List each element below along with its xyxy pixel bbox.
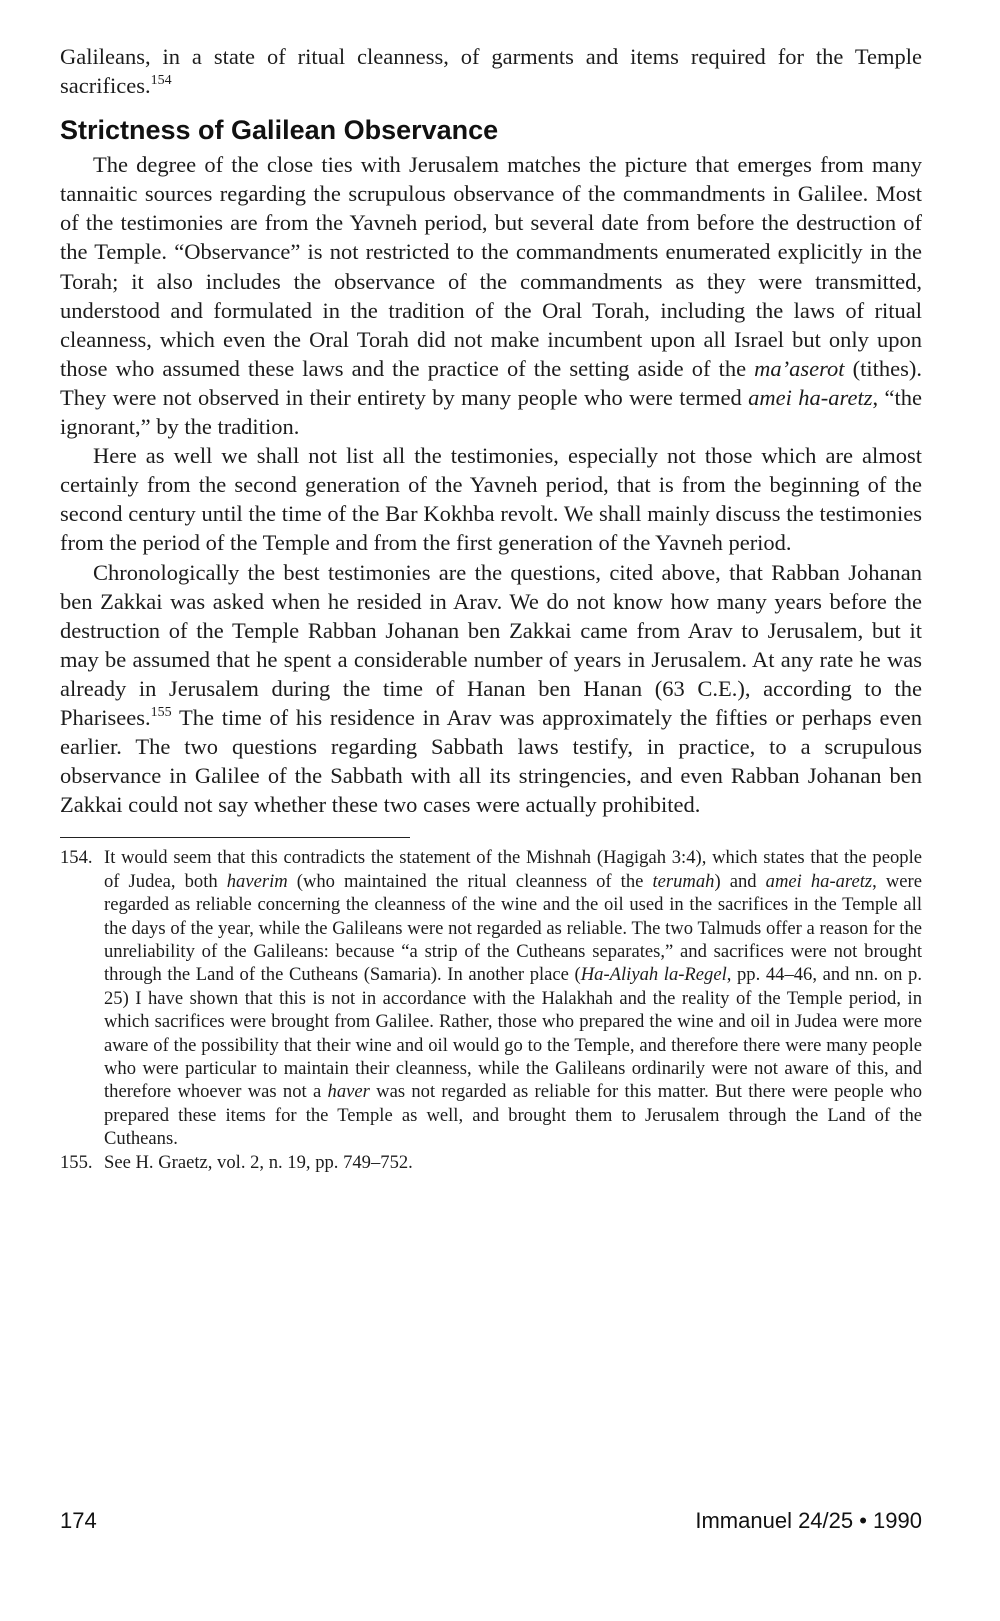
footnote-154-number: 154. — [60, 847, 93, 869]
top-paragraph-text: Galileans, in a state of ritual cleanness, of garments and items required for the Temple sacrifices. — [60, 44, 922, 99]
note-ref-154[interactable]: 154 — [150, 73, 172, 89]
paragraph-1 — [60, 150, 922, 441]
paragraph-1-text: The degree of the close ties with Jerusalem matches the picture that emerges from many tannaitic sources regarding the scrupulous observance of the commandments in Galilee. Most of the testimonies are from the Yavneh period, but several date from before the destruction of the Temple. “Observance” is not restricted to the commandments enumerated explicitly in the Torah; it also includes the observance of the commandments as they were transmitted, understood and formulated in the tradition of the Oral Torah, including the laws of ritual cleanness, which even the Oral Torah did not make incumbent upon all Israel but only upon those who assumed these laws and the practice of the setting aside of the — [60, 152, 922, 381]
section-heading: Strictness of Galilean Observance — [60, 115, 499, 146]
footnote-155-number: 155. — [60, 1151, 93, 1173]
paragraph-1-text-c: , “the ignorant,” by the tradition. — [60, 384, 922, 440]
note-ref-155[interactable]: 155 — [150, 704, 172, 720]
title-ha-aliyah-la-regel: Ha-Aliyah la-Regel — [580, 964, 727, 986]
paragraph-3-text-b: The time of his residence in Arav was approximately the fifties or perhaps even earlier. The two questions regarding Sabbath laws testify, in practice, to a scrupulous observance in Galilee of the Sabbath with all its stringencies, and even Rabban Johanan ben Zakkai could not say whether these two cases were actually prohibited. — [60, 704, 922, 818]
paragraph-3-text: Chronologically the best testimonies are the questions, cited above, that Rabban Johanan ben Zakkai was asked when he resided in Arav. We do not know how many years before the destruction of the Temple Rabban Johanan ben Zakkai came from Arav to Jerusalem, but it may be assumed that he spent a considerable number of years in Jerusalem. At any rate he was already in Jerusalem during the time of Hanan ben Hanan (63 C.E.), according to the Pharisees. — [60, 559, 922, 730]
term-haver: haver — [327, 1081, 370, 1103]
page-number: 174 — [60, 1508, 97, 1533]
term-terumah: terumah — [652, 870, 715, 892]
term-haverim: haverim — [226, 870, 288, 892]
footnote-155 — [60, 1151, 922, 1174]
footnote-154-text-f: was not regarded as reliable for this matter. But there were people who prepared these items for the Temple as well, and brought them to Jerusalem through the Land of the Cutheans. — [104, 1081, 922, 1150]
footnote-divider — [60, 837, 410, 838]
footnote-154 — [60, 846, 922, 1150]
journal-citation: Immanuel 24/25 • 1990 — [695, 1508, 922, 1533]
term-amei-ha-aretz: amei ha-aretz — [748, 384, 873, 410]
footnote-154-text: It would seem that this contradicts the statement of the Mishnah (Hagigah 3:4), which states that the people of Judea, both — [104, 847, 922, 892]
footnote-154-text-d: , were regarded as reliable concerning the cleanness of the wine and the oil used in the sacrifices in the Temple all the days of the year, while the Galileans were not regarded as reliable. The two Talmuds offer a reason for the unreliability of the Galileans: because “a strip of the Cutheans separates,” and sacrifices were not brought through the Land of the Cutheans (Samaria). In another place ( — [104, 870, 922, 986]
paragraph-2: Here as well we shall not list all the testimonies, especially not those which are almost certainly from the second generation of the Yavneh period, that is from the beginning of the second century until the time of the Bar Kokhba revolt. We shall mainly discuss the testimonies from the period of the Temple and from the first generation of the Yavneh period. — [60, 443, 922, 556]
term-amei-ha-aretz-fn: amei ha-aretz — [765, 870, 873, 892]
paragraph-3 — [60, 558, 922, 820]
top-paragraph — [60, 42, 922, 100]
footnote-154-text-c: ) and — [714, 870, 766, 892]
page-content — [60, 42, 922, 1174]
footnote-154-text-b: (who maintained the ritual cleanness of the — [287, 870, 653, 892]
footnote-155-text: See H. Graetz, vol. 2, n. 19, pp. 749–752. — [104, 1151, 413, 1173]
term-maaserot: ma’aserot — [754, 355, 845, 381]
footnote-154-text-e: , pp. 44–46, and nn. on p. 25) I have shown that this is not in accordance with the Halakhah and the reality of the Temple period, in which sacrifices were brought from Galilee. Rather, those who prepared the wine and oil in Judea were more aware of the possibility that their wine and oil would go to the Temple, and therefore there were many people who were particular to maintain their cleanness, while the Galileans ordinarily were not aware of this, and therefore whoever was not a — [104, 964, 922, 1103]
paragraph-1-text-b: (tithes). They were not observed in their entirety by many people who were termed — [60, 355, 922, 410]
